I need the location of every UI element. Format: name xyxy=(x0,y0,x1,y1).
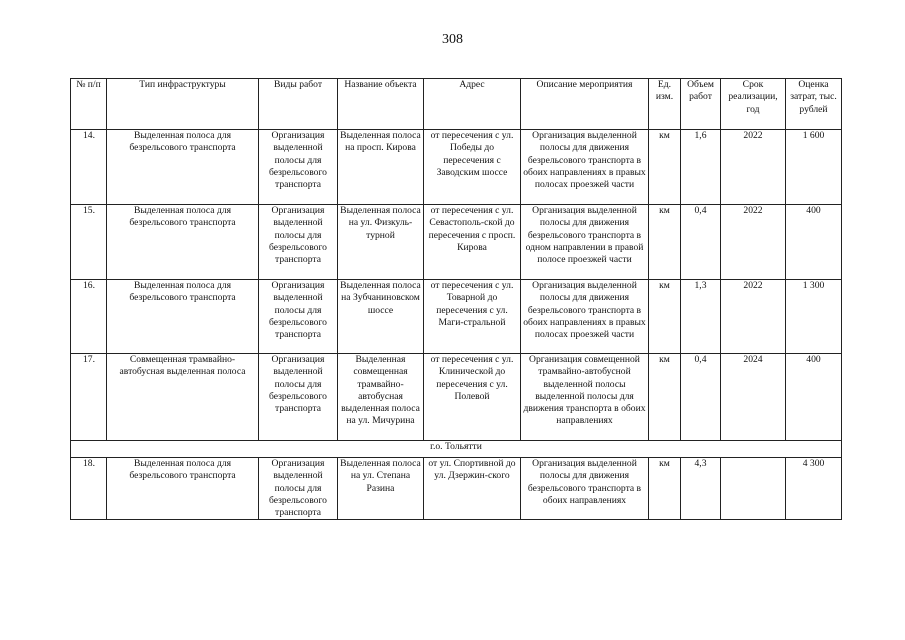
cell-object: Выделенная полоса на ул. Физкуль-турной xyxy=(338,205,424,280)
section-title: г.о. Тольятти xyxy=(71,441,842,458)
cell-type: Выделенная полоса для безрельсового транспорта xyxy=(107,280,259,354)
table-row xyxy=(71,205,842,280)
cell-description: Организация выделенной полосы для движения безрельсового транспорта в обоих направлениях в правых полосах проезжей части xyxy=(521,130,649,205)
cell-year: 2024 xyxy=(721,354,786,441)
cell-volume: 0,4 xyxy=(681,205,721,280)
page-number: 308 xyxy=(442,32,463,47)
cell-cost: 4 300 xyxy=(786,458,842,520)
header-cost: Оценка затрат, тыс. рублей xyxy=(786,79,842,130)
cell-unit: км xyxy=(649,130,681,205)
cell-num: 18. xyxy=(71,458,107,520)
cell-address: от ул. Спортивной до ул. Дзержин-ского xyxy=(424,458,521,520)
cell-unit: км xyxy=(649,458,681,520)
cell-description: Организация выделенной полосы для движения безрельсового транспорта в обоих направлениях в правых полосах проезжей части xyxy=(521,280,649,354)
cell-address: от пересечения с ул. Севастополь-ской до пересечения с просп. Кирова xyxy=(424,205,521,280)
cell-year xyxy=(721,458,786,520)
cell-cost: 1 600 xyxy=(786,130,842,205)
cell-year: 2022 xyxy=(721,280,786,354)
cell-year: 2022 xyxy=(721,130,786,205)
cell-address: от пересечения с ул. Клинической до пересечения с ул. Полевой xyxy=(424,354,521,441)
cell-description: Организация выделенной полосы для движения безрельсового транспорта в обоих направлениях xyxy=(521,458,649,520)
cell-works: Организация выделенной полосы для безрельсового транспорта xyxy=(259,354,338,441)
cell-volume: 0,4 xyxy=(681,354,721,441)
cell-works: Организация выделенной полосы для безрельсового транспорта xyxy=(259,205,338,280)
section-row xyxy=(71,441,842,458)
header-volume: Объем работ xyxy=(681,79,721,130)
cell-unit: км xyxy=(649,205,681,280)
cell-num: 15. xyxy=(71,205,107,280)
cell-cost: 400 xyxy=(786,205,842,280)
cell-object: Выделенная полоса на ул. Степана Разина xyxy=(338,458,424,520)
header-unit: Ед. изм. xyxy=(649,79,681,130)
cell-unit: км xyxy=(649,280,681,354)
header-object: Название объекта xyxy=(338,79,424,130)
cell-type: Выделенная полоса для безрельсового транспорта xyxy=(107,130,259,205)
cell-works: Организация выделенной полосы для безрельсового транспорта xyxy=(259,280,338,354)
header-address: Адрес xyxy=(424,79,521,130)
cell-num: 14. xyxy=(71,130,107,205)
infrastructure-table xyxy=(70,78,842,520)
cell-num: 17. xyxy=(71,354,107,441)
table-row xyxy=(71,354,842,441)
cell-num: 16. xyxy=(71,280,107,354)
table-row xyxy=(71,458,842,520)
cell-object: Выделенная совмещенная трамвайно-автобусная выделенная полоса на ул. Мичурина xyxy=(338,354,424,441)
cell-object: Выделенная полоса на просп. Кирова xyxy=(338,130,424,205)
cell-type: Совмещенная трамвайно-автобусная выделенная полоса xyxy=(107,354,259,441)
cell-cost: 1 300 xyxy=(786,280,842,354)
table-header-row xyxy=(71,79,842,130)
cell-volume: 4,3 xyxy=(681,458,721,520)
cell-unit: км xyxy=(649,354,681,441)
header-num: № п/п xyxy=(71,79,107,130)
cell-works: Организация выделенной полосы для безрельсового транспорта xyxy=(259,458,338,520)
cell-volume: 1,6 xyxy=(681,130,721,205)
cell-description: Организация выделенной полосы для движения безрельсового транспорта в одном направлении в правой полосе проезжей части xyxy=(521,205,649,280)
cell-type: Выделенная полоса для безрельсового транспорта xyxy=(107,205,259,280)
header-description: Описание мероприятия xyxy=(521,79,649,130)
table-row xyxy=(71,280,842,354)
cell-object: Выделенная полоса на Зубчаниновском шоссе xyxy=(338,280,424,354)
header-year: Срок реализации, год xyxy=(721,79,786,130)
header-type: Тип инфраструктуры xyxy=(107,79,259,130)
cell-description: Организация совмещенной трамвайно-автобусной выделенной полосы выделенной полосы для движения транспорта в обоих направлениях xyxy=(521,354,649,441)
cell-address: от пересечения с ул. Товарной до пересечения с ул. Маги-стральной xyxy=(424,280,521,354)
cell-year: 2022 xyxy=(721,205,786,280)
table-row xyxy=(71,130,842,205)
cell-works: Организация выделенной полосы для безрельсового транспорта xyxy=(259,130,338,205)
header-works: Виды работ xyxy=(259,79,338,130)
cell-volume: 1,3 xyxy=(681,280,721,354)
cell-type: Выделенная полоса для безрельсового транспорта xyxy=(107,458,259,520)
cell-cost: 400 xyxy=(786,354,842,441)
cell-address: от пересечения с ул. Победы до пересечения с Заводским шоссе xyxy=(424,130,521,205)
